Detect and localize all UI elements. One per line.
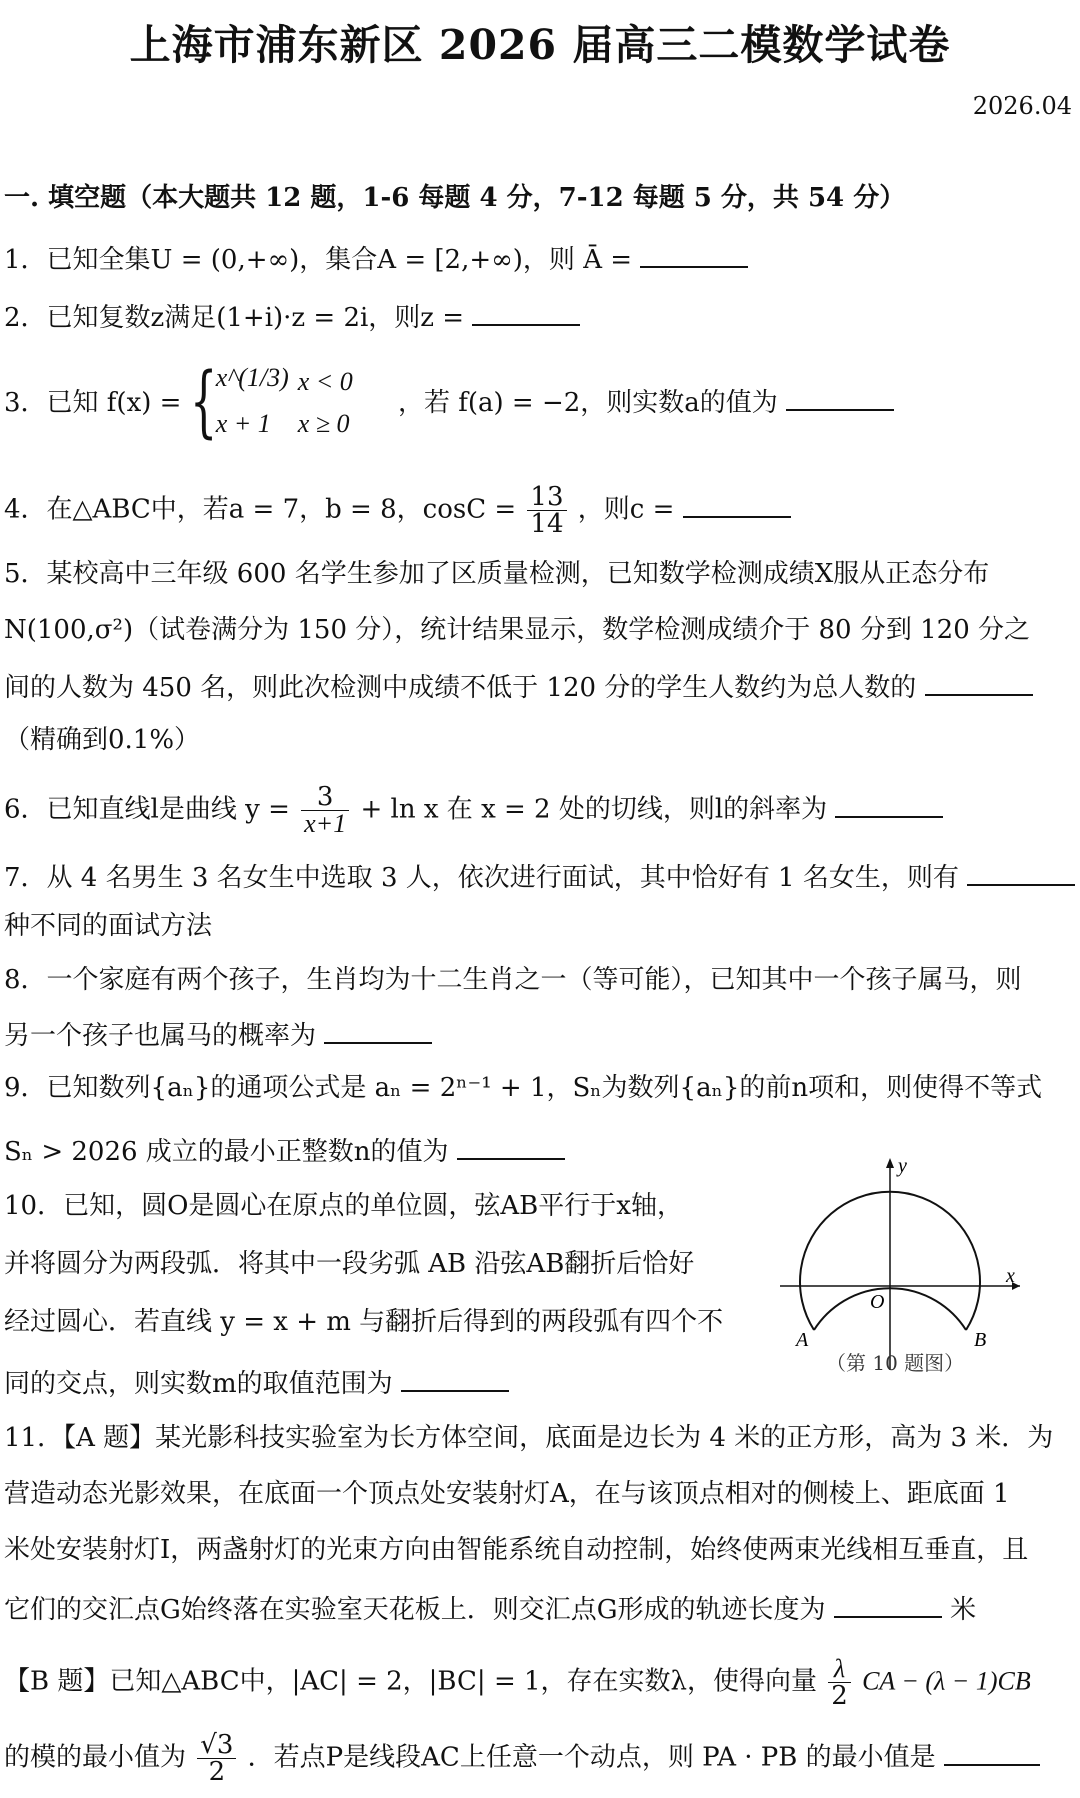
question-6-suffix: + ln x 在 x = 2 处的切线，则l的斜率为 [360, 794, 828, 825]
answer-blank-7[interactable] [967, 858, 1075, 886]
section-heading: 一. 填空题（本大题共 12 题，1-6 每题 4 分，7-12 每题 5 分，共 54 分） [4, 183, 906, 213]
label-x: x [1006, 1265, 1015, 1287]
question-11a-line-1: 11．【A 题】某光影科技实验室为长方体空间，底面是边长为 4 米的正方形，高为 3 米．为 [4, 1423, 1054, 1453]
question-5-line-3-text: 间的人数为 450 名，则此次检测中成绩不低于 120 分的学生人数约为总人数的 [4, 673, 917, 703]
fraction-numerator: 3 [301, 784, 349, 811]
question-11a-line-4-text: 它们的交汇点G始终落在实验室天花板上．则交汇点G形成的轨迹长度为 [4, 1595, 826, 1625]
question-1-text: 1．已知全集U = (0,+∞)，集合A = [2,+∞)，则 Ā = [4, 245, 633, 275]
answer-blank-10[interactable] [401, 1364, 509, 1392]
case-2-cond: x ≥ 0 [297, 409, 350, 438]
question-11b-line-2 [4, 1732, 1040, 1785]
answer-blank-9[interactable] [457, 1132, 565, 1160]
question-3 [4, 357, 894, 448]
answer-blank-11a[interactable] [834, 1590, 942, 1618]
lambda-fraction [828, 1656, 851, 1709]
question-11a-line-2: 营造动态光影效果，在底面一个顶点处安装射灯A，在与该顶点相对的侧棱上、距底面 1 [4, 1479, 1010, 1509]
case-2-expr: x + 1 [215, 409, 271, 438]
question-5-line-4: （精确到0.1%） [4, 725, 201, 755]
question-4-suffix: ，则c = [577, 494, 675, 525]
question-5-line-3 [4, 668, 1033, 704]
answer-blank-1[interactable] [640, 240, 748, 268]
answer-blank-6[interactable] [835, 790, 943, 818]
fraction-denominator: 2 [208, 1757, 226, 1787]
question-11a-line-4 [4, 1590, 976, 1626]
question-7-line-1-text: 7．从 4 名男生 3 名女生中选取 3 人，依次进行面试，其中恰好有 1 名女生，则有 [4, 863, 959, 893]
fraction-denominator: 2 [831, 1681, 848, 1711]
question-11a-line-3: 米处安装射灯I，两盏射灯的光束方向由智能系统自动控制，始终使两束光线相互垂直，且 [4, 1535, 1029, 1565]
question-2 [4, 298, 580, 334]
curve-fraction [301, 784, 349, 837]
answer-blank-5[interactable] [925, 668, 1033, 696]
question-10-line-2: 并将圆分为两段弧．将其中一段劣弧 AB 沿弦AB翻折后恰好 [4, 1249, 695, 1279]
answer-blank-2[interactable] [472, 298, 580, 326]
label-a: A [796, 1329, 809, 1351]
fraction-numerator: 13 [527, 484, 566, 511]
question-6 [4, 784, 943, 837]
question-11b-line-1-prefix: 【B 题】已知△ABC中，|AC| = 2，|BC| = 1，存在实数λ，使得向量 [4, 1666, 818, 1697]
question-4 [4, 484, 791, 537]
cos-fraction [527, 484, 566, 537]
label-b: B [974, 1329, 987, 1351]
question-7-line-1 [4, 858, 1075, 894]
exam-date: 2026.04 [972, 92, 1072, 120]
question-2-text: 2．已知复数z满足(1+i)·z = 2i，则z = [4, 303, 465, 333]
fraction-denominator: x+1 [304, 809, 347, 838]
fraction-numerator: √3 [197, 1732, 236, 1759]
question-10-line-1: 10．已知，圆O是圆心在原点的单位圆，弦AB平行于x轴， [4, 1191, 683, 1221]
question-3-prefix: 3．已知 f(x) = [4, 388, 182, 418]
answer-blank-8[interactable] [324, 1016, 432, 1044]
question-8-line-1: 8．一个家庭有两个孩子，生肖均为十二生肖之一（等可能），已知其中一个孩子属马，则 [4, 965, 1022, 995]
left-brace: { [189, 357, 218, 447]
question-9-line-2-text: Sₙ > 2026 成立的最小正整数n的值为 [4, 1137, 449, 1167]
question-1 [4, 240, 748, 276]
case-1-expr: x^(1/3) [215, 363, 289, 392]
question-5-line-1: 5．某校高中三年级 600 名学生参加了区质量检测，已知数学检测成绩X服从正态分布 [4, 559, 990, 589]
question-5-line-2: N(100,σ²)（试卷满分为 150 分），统计结果显示，数学检测成绩介于 80 分到 120 分之 [4, 615, 1031, 645]
question-4-prefix: 4．在△ABC中，若a = 7，b = 8，cosC = [4, 494, 517, 525]
fraction-numerator: λ [828, 1656, 851, 1683]
answer-blank-4[interactable] [683, 490, 791, 518]
case-1-cond: x < 0 [297, 367, 353, 396]
question-11b-line-2-prefix: 的模的最小值为 [4, 1742, 187, 1773]
figure-caption: （第 10 题图） [826, 1351, 965, 1375]
fraction-denominator: 14 [530, 509, 564, 539]
piecewise-function [189, 357, 390, 448]
question-11b-line-2-suffix: ．若点P是线段AC上任意一个动点，则 PA · PB 的最小值是 [247, 1742, 936, 1773]
question-6-prefix: 6．已知直线l是曲线 y = [4, 794, 290, 825]
exam-title: 上海市浦东新区 2026 届高三二模数学试卷 [129, 21, 951, 69]
label-o: O [870, 1291, 885, 1313]
question-8-line-2 [4, 1016, 432, 1052]
answer-blank-3[interactable] [786, 383, 894, 411]
question-3-suffix: ，若 f(a) = −2，则实数a的值为 [397, 388, 778, 418]
question-11a-unit: 米 [950, 1595, 977, 1625]
question-9-line-2 [4, 1132, 565, 1168]
question-8-line-2-text: 另一个孩子也属马的概率为 [4, 1021, 317, 1051]
question-10-line-4-text: 同的交点，则实数m的取值范围为 [4, 1369, 393, 1399]
answer-blank-11b[interactable] [944, 1738, 1040, 1766]
question-10-line-3: 经过圆心．若直线 y = x + m 与翻折后得到的两段弧有四个不 [4, 1307, 724, 1337]
label-y: y [898, 1155, 907, 1177]
question-10-line-4 [4, 1364, 509, 1400]
sqrt-fraction [197, 1732, 236, 1785]
question-7-line-2: 种不同的面试方法 [4, 911, 213, 941]
question-11b-line-1-suffix: CA − (λ − 1)CB [862, 1666, 1031, 1696]
question-11b-line-1 [4, 1656, 1031, 1709]
question-9-line-1: 9．已知数列{aₙ}的通项公式是 aₙ = 2ⁿ⁻¹ + 1，Sₙ为数列{aₙ}的前n项和，则使得不等式 [4, 1073, 1043, 1103]
y-axis-arrow-icon [886, 1158, 894, 1168]
